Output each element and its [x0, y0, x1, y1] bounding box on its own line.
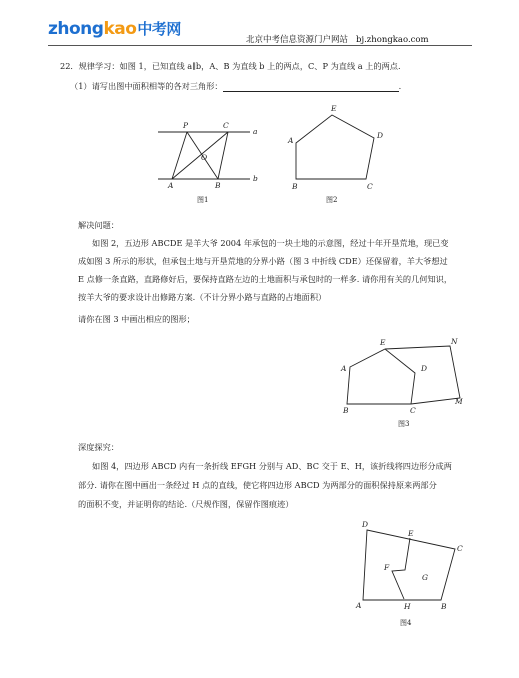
figure-2: [287, 104, 383, 204]
fig2-label-E: E: [331, 104, 337, 113]
deep-paragraph-line-3: 的面积不变，并证明你的结论.（尺规作图，保留作图痕迹）: [78, 499, 294, 509]
fig2-caption: 图2: [326, 196, 338, 204]
fig3-label-D: D: [421, 364, 428, 373]
site-url[interactable]: bj.zhongkao.com: [356, 35, 429, 45]
solve-paragraph-line-1: 如图 2，五边形 ABCDE 是羊大爷 2004 年承包的一块土地的示意图，经过十年开垦荒地，现已变: [92, 238, 449, 248]
fig1-label-P: P: [183, 121, 189, 130]
solve-paragraph-line-2: 成如图 3 所示的形状，但承包土地与开垦荒地的分界小路（图 3 中折线 CDE）还保留着，羊大爷想过: [78, 256, 448, 266]
fig1-label-B: B: [215, 181, 221, 190]
segment-PA: [172, 132, 187, 179]
fig3-label-C: C: [410, 406, 416, 415]
fig1-label-A: A: [168, 181, 174, 190]
fig3-label-M: M: [455, 397, 463, 406]
fig3-label-N: N: [451, 337, 458, 346]
fig4-label-C: C: [457, 544, 463, 553]
fig4-label-F: F: [384, 563, 390, 572]
logo-text-kao: kao: [103, 19, 137, 39]
fig1-label-a: a: [253, 127, 258, 136]
fig4-label-B: B: [441, 602, 447, 611]
solve-paragraph-line-4: 按羊大爷的要求设计出修路方案.（不计分界小路与直路的占地面积）: [78, 292, 327, 302]
fig3-label-A: A: [341, 364, 347, 373]
deep-paragraph-line-1: 如图 4，四边形 ABCD 内有一条折线 EFGH 分别与 AD、BC 交于 E、H，该折线将四边形分成两: [92, 461, 452, 471]
figure-4: [355, 520, 463, 627]
new-land-ENMC: [385, 346, 460, 404]
question-1-end: .: [398, 81, 402, 91]
fig2-label-D: D: [377, 131, 384, 140]
fig4-label-D: D: [362, 520, 369, 529]
fig4-caption: 图4: [400, 619, 412, 627]
fig4-label-G: G: [422, 573, 428, 582]
site-name: 北京中考信息资源门户网站: [246, 35, 349, 45]
figure-3: [340, 337, 463, 428]
problem-statement: 22．规律学习：如图 1，已知直线 a∥b，A、B 为直线 b 上的两点，C、P 为直线 a 上的两点.: [60, 61, 401, 71]
draw-prompt: 请你在图 3 中画出相应的图形；: [78, 314, 195, 324]
fig1-label-C: C: [223, 121, 229, 130]
fig3-label-E: E: [380, 338, 386, 347]
fig3-caption: 图3: [398, 420, 410, 428]
fig1-caption: 图1: [197, 196, 209, 204]
deep-paragraph-line-2: 部分. 请你在图中画出一条经过 H 点的直线，使它将四边形 ABCD 为两部分的面积保持原来两部分: [78, 480, 437, 490]
pentagon-ABCDE: [296, 115, 374, 179]
fig2-label-B: B: [292, 182, 298, 191]
logo-text-zhong: zhong: [48, 19, 104, 39]
fig1-label-O: O: [201, 153, 208, 162]
fig2-label-A: A: [288, 136, 294, 145]
solve-title: 解决问题：: [78, 220, 119, 230]
polyline-EFGH: [392, 538, 410, 599]
figure-1: [158, 121, 258, 204]
solve-paragraph-line-3: E 点修一条直路，直路修好后，要保持直路左边的土地面积与承包时的一样多. 请你用有关的几何知识，: [78, 274, 453, 284]
fig2-label-C: C: [367, 182, 373, 191]
logo-text-cn: 中考网: [137, 20, 181, 38]
fig4-label-A: A: [356, 601, 362, 610]
pentagon-ABCDE-fig3: [347, 349, 415, 404]
quadrilateral-ABCD: [363, 530, 455, 600]
fig4-label-H: H: [404, 602, 411, 611]
deep-title: 深度探究：: [78, 442, 119, 452]
fig1-label-b: b: [253, 174, 258, 183]
fig4-label-E: E: [408, 529, 414, 538]
question-1-text: （1）请写出图中面积相等的各对三角形：: [70, 81, 223, 91]
fig3-label-B: B: [343, 406, 349, 415]
